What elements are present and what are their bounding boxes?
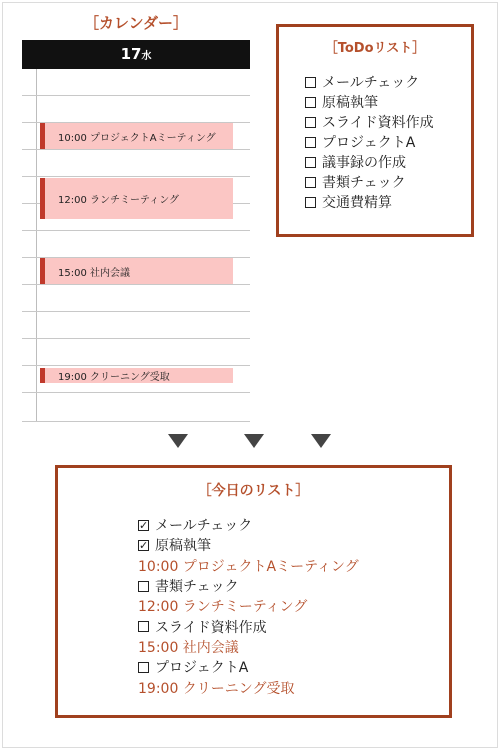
checkbox[interactable] <box>138 581 149 592</box>
todo-item[interactable] <box>305 152 471 172</box>
calendar-event-marker <box>40 178 45 219</box>
calendar-row-line <box>22 230 250 231</box>
today-event-item[interactable] <box>138 677 359 697</box>
todo-item-label: メールチェック <box>322 75 420 91</box>
today-list <box>138 515 359 698</box>
calendar-grid <box>22 69 250 422</box>
todo-item-label: プロジェクトA <box>322 135 416 151</box>
calendar-event-label: 15:00 社内会議 <box>58 267 130 279</box>
today-task-label: メールチェック <box>155 518 253 535</box>
calendar-event-marker <box>40 258 45 284</box>
checkbox[interactable] <box>305 137 316 148</box>
todo-item-label: 書類チェック <box>322 175 406 191</box>
calendar-event-label: 12:00 ランチミーティング <box>58 195 179 206</box>
todo-item[interactable] <box>305 132 471 152</box>
calendar-event[interactable] <box>40 178 233 219</box>
calendar-row-line <box>22 365 250 366</box>
today-list-panel <box>55 465 452 718</box>
todo-list-panel <box>276 24 474 237</box>
checkbox[interactable] <box>305 117 316 128</box>
calendar-day-header <box>22 40 250 69</box>
todo-item[interactable] <box>305 72 471 92</box>
checkbox[interactable] <box>305 177 316 188</box>
calendar-event-label: 19:00 クリーニング受取 <box>58 372 170 383</box>
calendar-row-line <box>22 338 250 339</box>
calendar-event[interactable] <box>40 368 233 383</box>
today-event-item[interactable] <box>138 556 359 576</box>
calendar-row-line <box>22 149 250 150</box>
todo-item[interactable] <box>305 112 471 132</box>
checked-checkbox[interactable]: ✓ <box>139 518 149 532</box>
today-task-item[interactable] <box>138 657 359 677</box>
checkbox[interactable] <box>305 97 316 108</box>
calendar-row-line <box>22 284 250 285</box>
today-task-item[interactable] <box>138 616 359 636</box>
calendar-row-line <box>22 392 250 393</box>
calendar-row-line <box>22 311 250 312</box>
todo-item[interactable] <box>305 172 471 192</box>
calendar-event-marker <box>40 368 45 383</box>
calendar-row-line <box>22 421 250 422</box>
today-task-label: スライド資料作成 <box>155 619 267 636</box>
today-event-label: 12:00 ランチミーティング <box>138 599 308 616</box>
today-task-label: 書類チェック <box>155 579 239 596</box>
down-arrow-icon <box>168 434 188 448</box>
todo-item[interactable] <box>305 192 471 212</box>
today-event-item[interactable] <box>138 637 359 657</box>
today-task-item[interactable] <box>138 535 359 555</box>
checkbox[interactable] <box>305 157 316 168</box>
todo-item-label: 議事録の作成 <box>322 155 406 171</box>
down-arrow-icon <box>311 434 331 448</box>
today-event-label: 10:00 プロジェクトAミーティング <box>138 558 359 575</box>
checkbox[interactable] <box>305 197 316 208</box>
today-task-label: 原稿執筆 <box>155 538 211 555</box>
today-task-label: プロジェクトA <box>155 660 249 677</box>
today-task-item[interactable] <box>138 576 359 596</box>
calendar-event[interactable] <box>40 258 233 284</box>
today-event-label: 15:00 社内会議 <box>138 639 239 656</box>
calendar-row-line <box>22 95 250 96</box>
calendar-event[interactable] <box>40 123 233 149</box>
todo-item-label: 交通費精算 <box>322 195 392 211</box>
checkbox[interactable] <box>305 77 316 88</box>
calendar-event-label: 10:00 プロジェクトAミーティング <box>58 132 216 144</box>
calendar-weekday: 水 <box>141 51 152 62</box>
checkbox[interactable] <box>138 621 149 632</box>
today-event-item[interactable] <box>138 596 359 616</box>
calendar-event-marker <box>40 123 45 149</box>
calendar-row-line <box>22 176 250 177</box>
checked-checkbox[interactable]: ✓ <box>139 538 149 552</box>
todo-list-title: ［ToDoリスト］ <box>324 41 426 56</box>
down-arrow-icon <box>244 434 264 448</box>
calendar-day: 17 <box>120 45 142 63</box>
today-event-label: 19:00 クリーニング受取 <box>138 680 295 697</box>
todo-item[interactable] <box>305 92 471 112</box>
today-task-item[interactable] <box>138 515 359 535</box>
todo-item-label: スライド資料作成 <box>322 115 434 131</box>
todo-list <box>279 72 471 212</box>
calendar-title: ［カレンダー］ <box>83 14 189 32</box>
today-list-title: ［今日のリスト］ <box>197 483 310 499</box>
checkbox[interactable] <box>138 662 149 673</box>
todo-item-label: 原稿執筆 <box>322 95 378 111</box>
